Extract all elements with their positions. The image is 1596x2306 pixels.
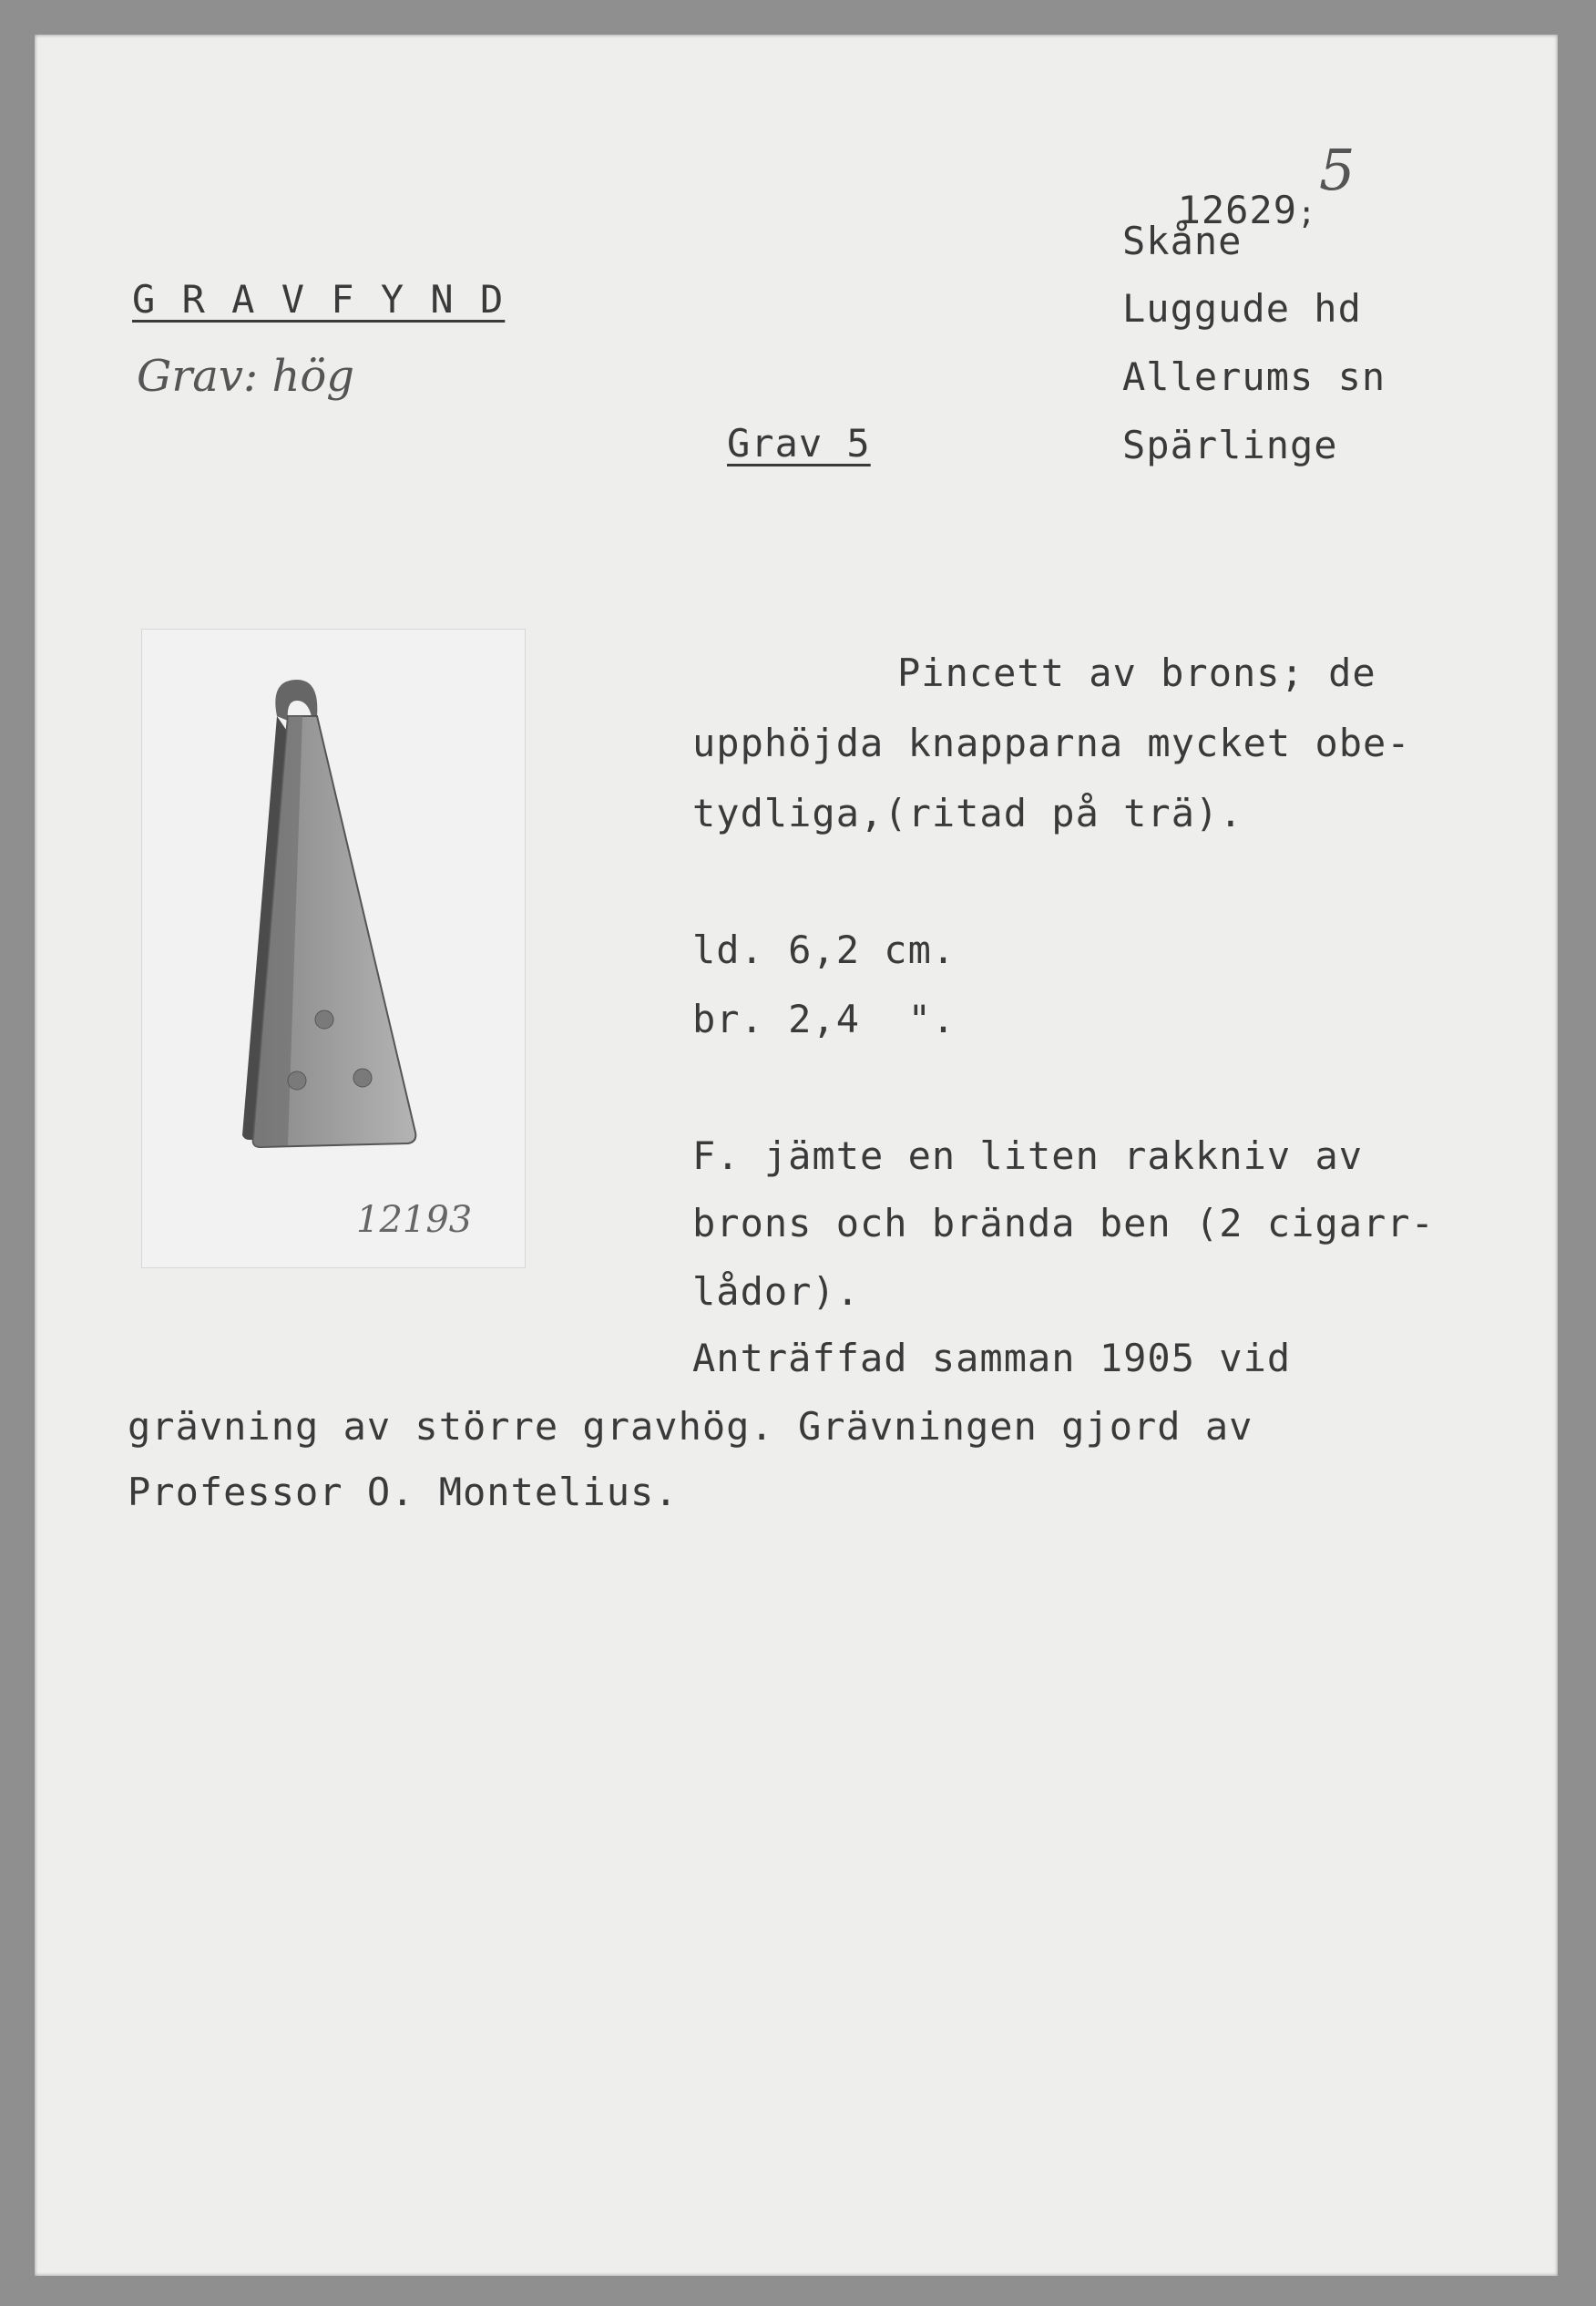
finds-line-1: F. jämte en liten rakkniv av: [692, 1133, 1364, 1178]
tweezers-drawing: [142, 630, 525, 1267]
finds-line-2: brons och brända ben (2 cigarr-: [692, 1201, 1435, 1245]
catalog-number: 12629;: [1177, 188, 1317, 232]
image-number-label: 12193: [356, 1199, 473, 1241]
context-line-1: Anträffad samman 1905 vid: [692, 1336, 1292, 1380]
grave-label: Grav 5: [727, 421, 871, 466]
description-line-3: tydliga,(ritad på trä).: [692, 791, 1243, 835]
heading-handwritten-note: Grav: hög: [137, 351, 354, 402]
description-line-1: Pincett av brons; de: [897, 651, 1376, 695]
measurement-width: br. 2,4 ".: [692, 997, 957, 1041]
tweezers-photo: [141, 629, 526, 1268]
catalog-suffix-handwritten: 5: [1319, 137, 1356, 203]
location-parish: Allerums sn: [1122, 354, 1386, 399]
finds-line-3: lådor).: [692, 1269, 861, 1314]
location-district: Luggude hd: [1122, 286, 1362, 331]
measurement-length: ld. 6,2 cm.: [692, 928, 957, 972]
description-line-2: upphöjda knapparna mycket obe-: [692, 721, 1411, 765]
context-line-2: grävning av större gravhög. Grävningen gjord av: [128, 1404, 1253, 1449]
location-site: Spärlinge: [1122, 423, 1338, 467]
context-line-3: Professor O. Montelius.: [128, 1470, 679, 1514]
location-province: Skåne: [1122, 219, 1243, 263]
heading-title: G R A V F Y N D: [132, 277, 506, 322]
